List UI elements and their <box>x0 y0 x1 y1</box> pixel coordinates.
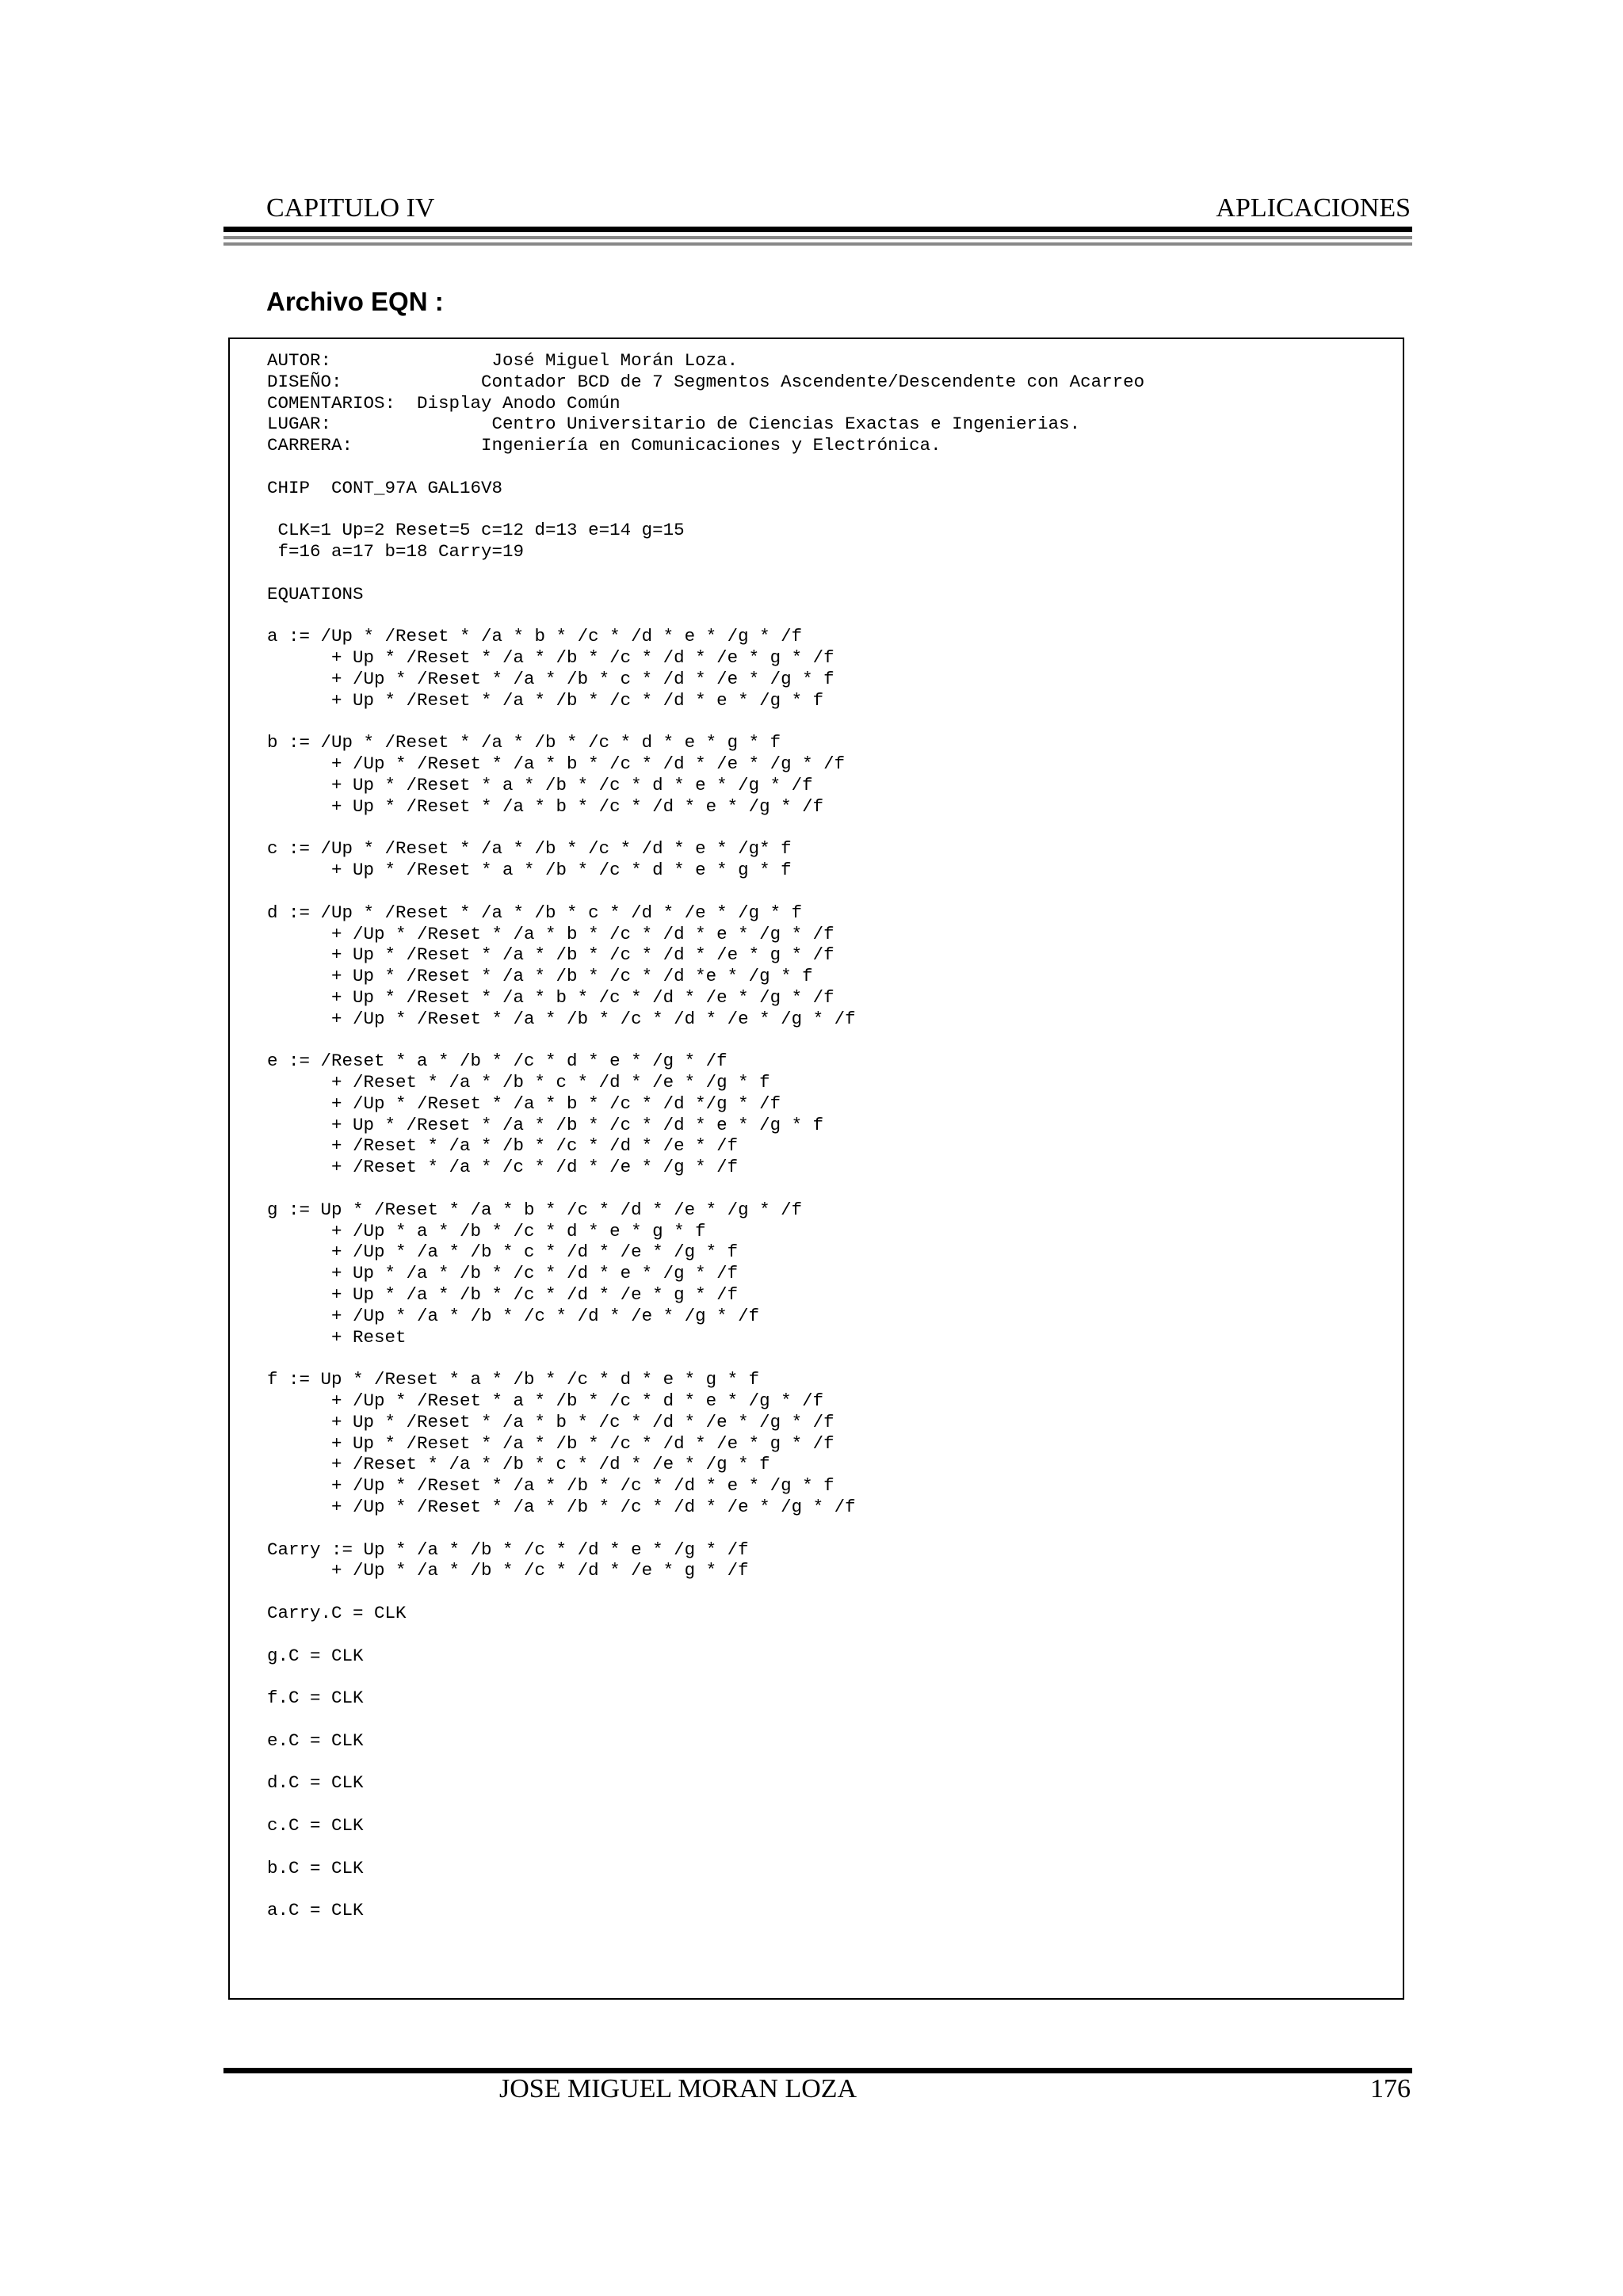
code-line: + Up * /Reset * a * /b * /c * d * e * g * f <box>267 860 792 881</box>
code-line: + Up * /Reset * /a * /b * /c * /d * e * /g * f <box>267 689 824 711</box>
code-line: + /Up * /Reset * /a * b * /c * /d * e * /g * /f <box>267 923 834 944</box>
code-line: LUGAR: Centro Universitario de Ciencias Exactas e Ingenierias. <box>267 414 1081 435</box>
code-line: + Up * /Reset * /a * /b * /c * /d *e * /g * f <box>267 966 813 987</box>
code-line: + /Up * /Reset * /a * /b * /c * /d * /e * /g * /f <box>267 1008 856 1029</box>
code-line: + Up * /Reset * /a * /b * /c * /d * /e * g * /f <box>267 944 834 966</box>
code-line: a := /Up * /Reset * /a * b * /c * /d * e * /g * /f <box>267 626 803 647</box>
code-line: c.C = CLK <box>267 1814 364 1836</box>
code-line: + Up * /Reset * /a * /b * /c * /d * /e * g * /f <box>267 1432 834 1454</box>
code-line: d := /Up * /Reset * /a * /b * c * /d * /e * /g * f <box>267 902 803 923</box>
code-line: + /Up * /Reset * a * /b * /c * d * e * /g * /f <box>267 1390 824 1412</box>
code-line: + /Up * /Reset * /a * b * /c * /d */g * /f <box>267 1093 781 1114</box>
code-line: c := /Up * /Reset * /a * /b * /c * /d * e * /g* f <box>267 838 792 860</box>
code-line: + Up * /a * /b * /c * /d * e * /g * /f <box>267 1263 739 1284</box>
code-line: b.C = CLK <box>267 1857 364 1878</box>
code-line: + Up * /Reset * /a * b * /c * /d * /e * /g * /f <box>267 1411 834 1432</box>
header-rule-thin <box>223 236 1412 239</box>
code-line: g := Up * /Reset * /a * b * /c * /d * /e * /g * /f <box>267 1199 803 1220</box>
code-line: COMENTARIOS: Display Anodo Común <box>267 392 621 414</box>
code-line: + /Up * /a * /b * /c * /d * /e * /g * /f <box>267 1305 760 1326</box>
code-line: a.C = CLK <box>267 1900 364 1921</box>
chapter-label: CAPITULO IV <box>266 193 435 223</box>
code-line: + /Up * /Reset * /a * /b * /c * /d * e * /g * f <box>267 1475 834 1497</box>
section-title: Archivo EQN : <box>266 287 444 316</box>
code-line: CLK=1 Up=2 Reset=5 c=12 d=13 e=14 g=15 <box>267 520 685 541</box>
code-line: e.C = CLK <box>267 1730 364 1751</box>
code-line: + Up * /Reset * /a * b * /c * /d * /e * /g * /f <box>267 986 834 1008</box>
page-number: 176 <box>1370 2074 1411 2103</box>
code-line: + /Up * a * /b * /c * d * e * g * f <box>267 1220 706 1241</box>
code-line: + Up * /Reset * /a * /b * /c * /d * /e * g * /f <box>267 647 834 669</box>
code-line: AUTOR: José Miguel Morán Loza. <box>267 350 739 371</box>
code-line: + Up * /Reset * /a * /b * /c * /d * e * /g * f <box>267 1114 824 1135</box>
code-line: + Up * /a * /b * /c * /d * /e * g * /f <box>267 1284 739 1306</box>
code-line: b := /Up * /Reset * /a * /b * /c * d * e * g * f <box>267 732 781 753</box>
code-line: Carry.C = CLK <box>267 1603 407 1624</box>
code-line: + Reset <box>267 1326 407 1348</box>
header-rule-thin-2 <box>223 242 1412 246</box>
code-listing-box <box>228 338 1404 2000</box>
code-line: CHIP CONT_97A GAL16V8 <box>267 477 503 498</box>
code-line: + Up * /Reset * /a * b * /c * /d * e * /g * /f <box>267 795 824 817</box>
code-line: + /Reset * /a * /b * /c * /d * /e * /f <box>267 1135 739 1157</box>
code-line: + /Reset * /a * /b * c * /d * /e * /g * f <box>267 1454 770 1475</box>
code-line: + /Reset * /a * /b * c * /d * /e * /g * f <box>267 1072 770 1093</box>
code-line: + /Up * /Reset * /a * b * /c * /d * /e * /g * /f <box>267 753 846 775</box>
code-line: d.C = CLK <box>267 1772 364 1794</box>
code-line: g.C = CLK <box>267 1645 364 1666</box>
code-line: f := Up * /Reset * a * /b * /c * d * e * g * f <box>267 1369 760 1390</box>
code-line: + /Up * /a * /b * c * /d * /e * /g * f <box>267 1241 739 1263</box>
code-line: + /Up * /Reset * /a * /b * c * /d * /e * /g * f <box>267 668 834 689</box>
footer-author: JOSE MIGUEL MORAN LOZA <box>499 2074 857 2103</box>
section-label: APLICACIONES <box>1216 193 1411 223</box>
code-line: e := /Reset * a * /b * /c * d * e * /g * /f <box>267 1051 727 1072</box>
page-header <box>266 193 1411 225</box>
code-line: + /Up * /a * /b * /c * /d * /e * g * /f <box>267 1560 749 1581</box>
code-line: Carry := Up * /a * /b * /c * /d * e * /g * /f <box>267 1539 749 1560</box>
code-line: + Up * /Reset * a * /b * /c * d * e * /g * /f <box>267 774 813 795</box>
eqn-code-listing <box>267 350 1144 1921</box>
header-rule-thick <box>223 227 1412 232</box>
code-line: DISEÑO: Contador BCD de 7 Segmentos Ascendente/Descendente con Acarreo <box>267 371 1145 392</box>
code-line: + /Up * /Reset * /a * /b * /c * /d * /e * /g * /f <box>267 1497 856 1518</box>
code-line: f.C = CLK <box>267 1688 364 1709</box>
code-line: + /Reset * /a * /c * /d * /e * /g * /f <box>267 1157 739 1178</box>
footer-rule <box>223 2068 1412 2073</box>
code-line: f=16 a=17 b=18 Carry=19 <box>267 541 525 563</box>
code-line: CARRERA: Ingeniería en Comunicaciones y Electrónica. <box>267 435 941 456</box>
code-line: EQUATIONS <box>267 583 364 605</box>
